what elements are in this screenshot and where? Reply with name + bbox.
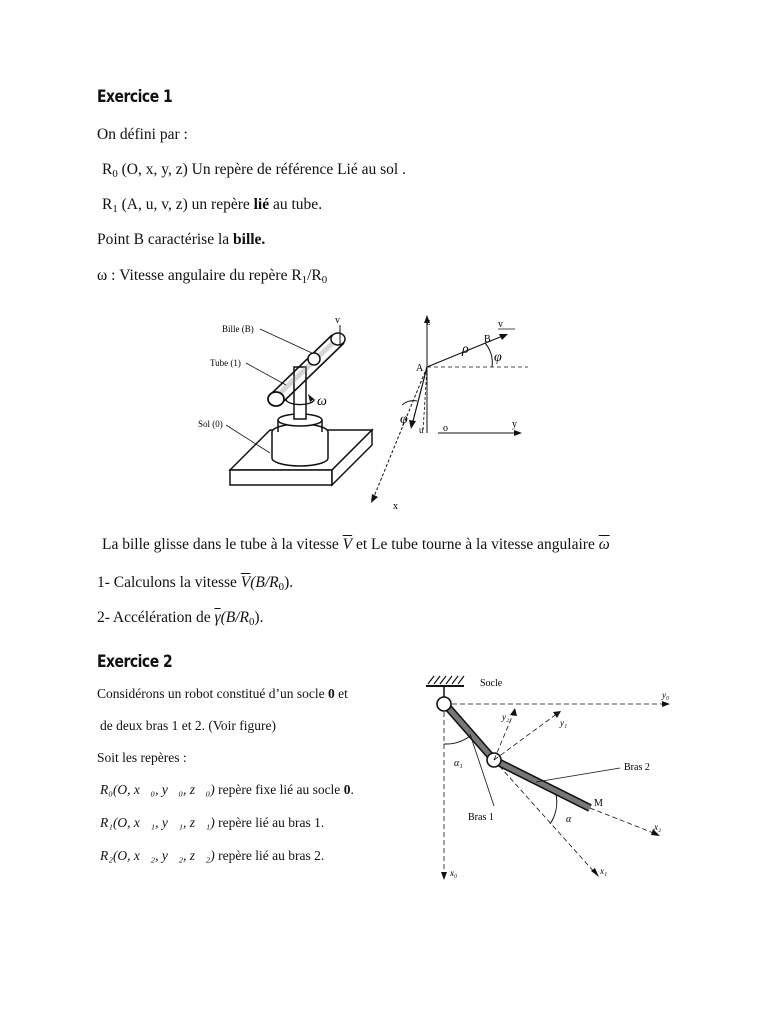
ex1-line-point-b: Point B caractérise la bille. [97, 231, 266, 248]
figure-tube-bille [190, 305, 560, 515]
figure-robot-arm [418, 668, 688, 888]
fig2-bras1-label: Bras 1 [468, 812, 494, 823]
ex1-line-r0: $R_0$ (O, x, y, z) Un repère de référence Lié au sol . [102, 161, 406, 180]
fig1-bille-label: Bille (B) [222, 324, 254, 334]
ex1-question-1: 1- Calculons la vitesse $\overline{V}(B/R_0)$. [97, 574, 294, 593]
fig2-x0-label: x₀ [450, 868, 458, 878]
fig1-x-label: x [393, 501, 398, 512]
ex1-line-glisse: La bille glisse dans le tube à la vitesse $\overline{V}$ et Le tube tourne à la vitesse angulaire $\overline{\omega}$ [102, 536, 610, 553]
fig2-M-label: M [594, 798, 603, 809]
fig1-u-label: u [419, 425, 424, 435]
ex2-line-r0: R₀(O, x⃗₀, y⃗₀, z⃗₀) repère fixe lié au socle 0. [100, 782, 354, 797]
ex2-line-robot: Considérons un robot constitué d’un socle 0 et [97, 686, 348, 701]
ex2-line-r1: R₁(O, x⃗₁, y⃗₁, z⃗₁) repère lié au bras 1. [100, 815, 325, 830]
exercise-1-title: Exercice 1 [97, 87, 173, 107]
fig1-B-label: B [484, 334, 491, 345]
fig1-y-label: y [512, 419, 517, 430]
fig2-alpha1-label: α₁ [454, 758, 463, 769]
exercise-2-title: Exercice 2 [97, 652, 173, 672]
fig1-sol-label: Sol (0) [198, 419, 223, 429]
ex1-question-2: 2- Accélération de $\overline{\gamma}(B/R_0)$. [97, 609, 264, 628]
fig2-alpha-label: α [566, 814, 572, 825]
fig1-A-label: A [416, 363, 424, 374]
fig2-socle-label: Socle [480, 678, 503, 689]
fig1-phi-label: φ [494, 350, 502, 365]
ex1-line-r1: $R_1$ (A, u, v, z) un repère lié au tube. [102, 196, 323, 215]
fig1-o-label: o [443, 423, 448, 434]
fig2-y1-label: y₁ [560, 718, 568, 728]
fig1-omega-label: ω [317, 394, 327, 409]
fig1-tube-label: Tube (1) [210, 358, 241, 368]
ex1-line-omega: ω : Vitesse angulaire du repère $R_1/R_0$ [97, 267, 328, 286]
ex2-line-reperes: Soit les repères : [97, 750, 187, 765]
fig1-z-label: z [426, 317, 431, 328]
fig1-v-label: v [335, 315, 340, 326]
fig1-rho-label: ρ [462, 342, 469, 357]
ex2-line-bras: de deux bras 1 et 2. (Voir figure) [100, 718, 276, 733]
fig2-bras2-label: Bras 2 [624, 762, 650, 773]
ex2-line-r2: R₂(O, x⃗₂, y⃗₂, z⃗₂) repère lié au bras 2. [100, 848, 325, 863]
fig2-x1-label: x₁ [600, 866, 608, 876]
fig2-y0-label: y₀ [662, 690, 670, 700]
fig1-phi2-label: φ [400, 412, 408, 427]
ex1-line-intro: On défini par : [97, 126, 188, 143]
fig2-x2-label: x₂ [654, 822, 662, 832]
fig1-v-axis-label: v [498, 319, 503, 330]
fig2-y2-label: y₂ [502, 712, 510, 722]
